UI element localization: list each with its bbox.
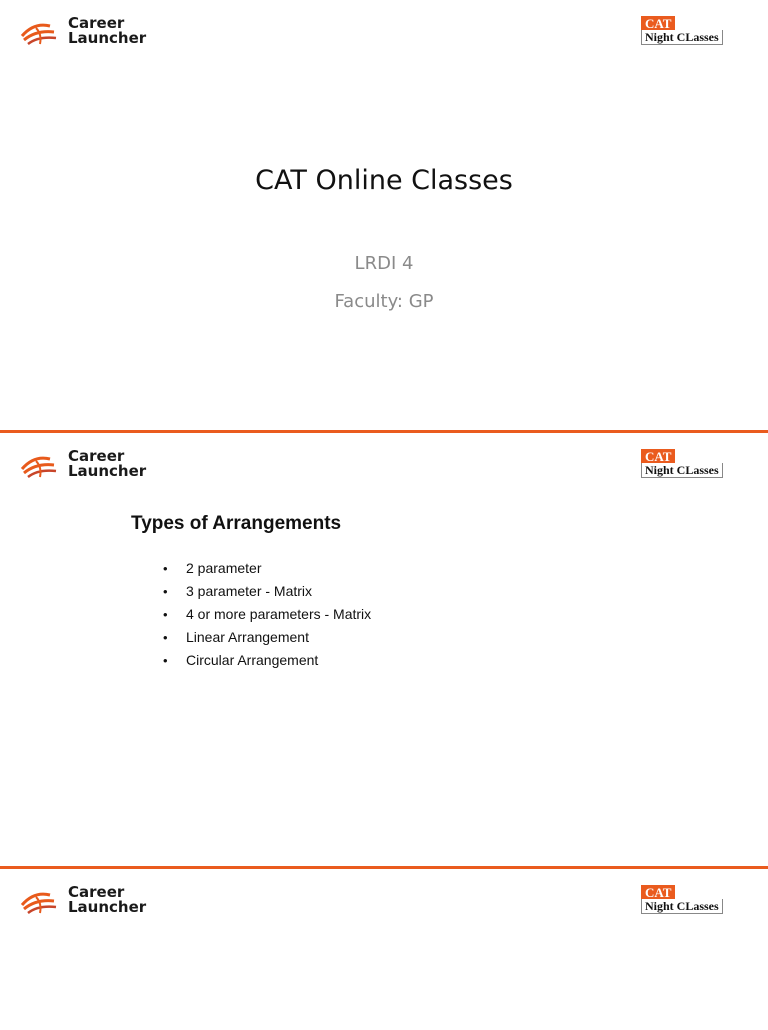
- night-classes-label: Night CLasses: [641, 30, 723, 45]
- slide-heading: Types of Arrangements: [131, 513, 342, 534]
- career-launcher-wordmark: [68, 16, 146, 46]
- faculty-label: Faculty: GP: [334, 291, 434, 312]
- career-launcher-wordmark: [68, 449, 146, 479]
- career-launcher-logo: [20, 885, 170, 919]
- cl-word-2: Launcher: [68, 462, 147, 480]
- cat-night-classes-logo: [641, 16, 751, 46]
- slide-3: [0, 869, 768, 1030]
- cl-word-1: Career: [68, 14, 125, 32]
- cl-word-1: Career: [68, 447, 125, 465]
- cat-badge: CAT: [641, 16, 675, 30]
- cat-badge: CAT: [641, 449, 675, 463]
- career-launcher-logo: [20, 16, 170, 50]
- bullet-item: • 2 parameter: [163, 557, 371, 580]
- career-launcher-swirl-icon: [20, 889, 64, 915]
- bullet-item: • Linear Arrangement: [163, 626, 371, 649]
- cat-night-classes-logo: [641, 449, 751, 479]
- slide-2: [0, 433, 768, 866]
- bullet-item: • 3 parameter - Matrix: [163, 580, 371, 603]
- slide-title: CAT Online Classes: [255, 165, 513, 196]
- session-name: LRDI 4: [354, 253, 414, 274]
- night-classes-label: Night CLasses: [641, 899, 723, 914]
- bullet-item: • Circular Arrangement: [163, 649, 371, 672]
- cat-night-classes-logo: [641, 885, 751, 915]
- career-launcher-swirl-icon: [20, 453, 64, 479]
- career-launcher-logo: [20, 449, 170, 483]
- bullet-item: • 4 or more parameters - Matrix: [163, 603, 371, 626]
- cat-badge: CAT: [641, 885, 675, 899]
- career-launcher-swirl-icon: [20, 20, 64, 46]
- cl-word-1: Career: [68, 883, 125, 901]
- slide-1: [0, 0, 768, 430]
- career-launcher-wordmark: [68, 885, 146, 915]
- bullet-list: [163, 557, 371, 672]
- cl-word-2: Launcher: [68, 898, 147, 916]
- night-classes-label: Night CLasses: [641, 463, 723, 478]
- cl-word-2: Launcher: [68, 29, 147, 47]
